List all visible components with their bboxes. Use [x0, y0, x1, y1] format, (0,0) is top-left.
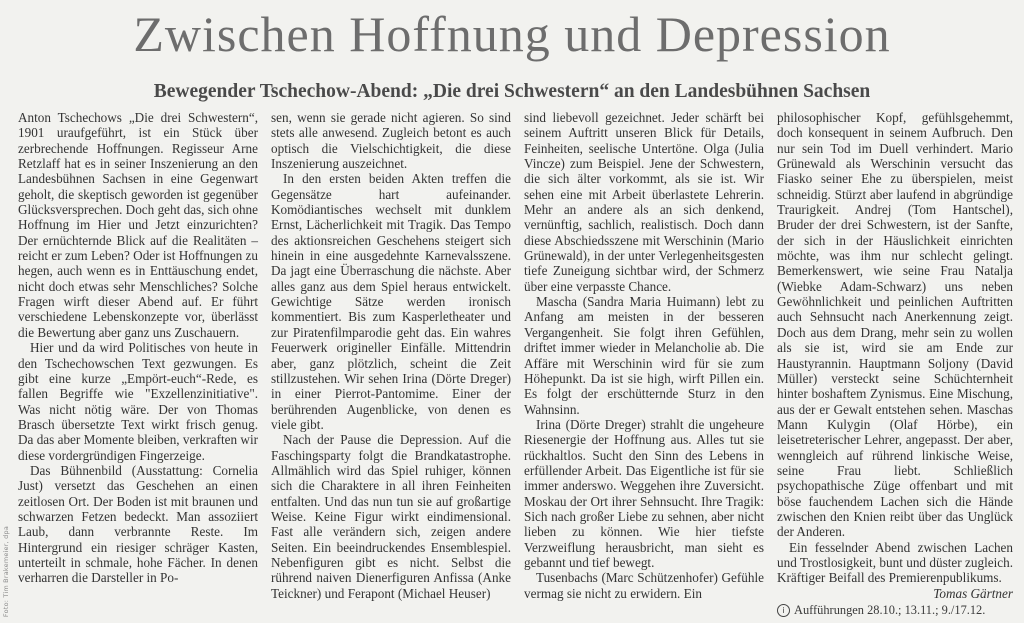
paragraph: In den ersten beiden Akten treffen die Gegensätze hart aufeinander. Komödiantisches wechselt mit dunklem Ernst, Lächerlichkeit mit Tragik. Das Tempo des aktionsreichen Geschehens steigert sich hinein in eine ausgedehnte Karnevalsszene. Da jagt eine Überraschung die nächste. Aber alles ganz aus dem Spiel heraus entwickelt. Gewichtige Sätze werden ironisch kommentiert. Bis zum Kasperletheater und zur Piratenfilmparodie geht das. Ein wahres Feuerwerk origineller Einfälle. Mittendrin aber, ganz plötzlich, scheint die Zeit stillzustehen. Wir sehen Irina (Dörte Dreger) in einer Pierrot-Pantomime. Einer der berührenden Augenblicke, von denen es viele gibt.: [271, 171, 511, 432]
paragraph: Mascha (Sandra Maria Huimann) lebt zu Anfang am meisten in der besseren Vergangenheit. Sie folgt ihren Gefühlen, driftet immer wieder in Melancholie ab. Die Affäre mit Werschinin wird für sie zum Höhepunkt. Da ist sie high, wirft Pillen ein. Es folgt der erschütternde Sturz in den Wahnsinn.: [524, 294, 764, 417]
author-name: Tomas Gärtner: [933, 585, 1013, 601]
paragraph: sind liebevoll gezeichnet. Jeder schärft bei seinem Auftritt unseren Blick für Details, Feinheiten, seelische Untertöne. Olga (Julia Vincze) zum Beispiel. Jene der Schwestern, die sich älter vorkommt, als sie ist. Wir sehen eine mit Arbeit überlastete Lehrerin. Mehr an andere als an sich denkend, vernünftig, sachlich, realistisch. Doch dann diese Abschiedsszene mit Werschinin (Mario Grünewald), in der unter Verlegenheitsgesten tiefe Zuneigung sichtbar wird, der Schmerz über eine verpasste Chance.: [524, 110, 764, 294]
performance-dates: [777, 603, 1013, 618]
paragraph: Nach der Pause die Depression. Auf die Faschingsparty folgt die Brandkatastrophe. Allmählich wird das Spiel ruhiger, können sich die Charaktere in all ihren Feinheiten entfalten. Und das nun tun sie auf großartige Weise. Keine Figur wirkt eindimensional. Fast alle verändern sich, zeigen andere Seiten. Ein beeindruckendes Ensemblespiel. Nebenfiguren gibt es nicht. Selbst die rührend naiven Dienerfiguren Anfissa (Anke Teickner) und Ferapont (Michael Heuser): [271, 432, 511, 601]
photo-credit: Foto: Tim Brakemeier, dpa: [2, 525, 10, 617]
column-1: [18, 110, 258, 586]
paragraph: Hier und da wird Politisches von heute in den Tschechowschen Text gezwungen. Es gibt eine kurze „Empört-euch“-Rede, es fallen Begriffe wie "Exzellenzinitiative". Was nicht nötig wäre. Der von Thomas Brasch übersetzte Text wirkt frisch genug. Da das aber Momente bleiben, verkraften wir diese vordergründigen Fingerzeige.: [18, 340, 258, 463]
info-circle-icon: i: [777, 604, 790, 617]
paragraph: sen, wenn sie gerade nicht agieren. So sind stets alle anwesend. Zugleich betont es auch optisch die Vielschichtigkeit, die diese Inszenierung auszeichnet.: [271, 110, 511, 172]
paragraph: Ein fesselnder Abend zwischen Lachen und Trostlosigkeit, bunt und düster zugleich. Kräftiger Beifall des Premierenpublikums.: [777, 539, 1013, 586]
paragraph: Tusenbachs (Marc Schützenhofer) Gefühle vermag sie nicht zu erwidern. Ein: [524, 570, 764, 601]
performance-dates-text: Aufführungen 28.10.; 13.11.; 9./17.12.: [794, 603, 986, 617]
column-4: [777, 110, 1013, 618]
paragraph: Das Bühnenbild (Ausstattung: Cornelia Just) versetzt das Geschehen an einen zeitlosen Ort. Der Boden ist mit braunen und schwarzen Fetzen bedeckt. Man assoziiert Laub, dann verbrannte Reste. Im Hintergrund ein riesiger schräger Kasten, unterteilt in schmale, hohe Fächer. In denen verharren die Darsteller in Po-: [18, 462, 258, 586]
paragraph: Irina (Dörte Dreger) strahlt die ungeheure Riesenergie der Hoffnung aus. Alles tut sie rückhaltlos. Sucht den Sinn des Lebens in erfüllender Arbeit. Das Eigentliche ist für sie immer anderswo. Weggehen ihre Zuversicht. Moskau der Ort ihrer Sehnsucht. Ihre Tragik: Sich nach großer Liebe zu sehnen, aber nicht lieben zu können. Wie hier tiefste Verzweiflung herausbricht, man sieht es gebannt und tief bewegt.: [524, 416, 764, 570]
paragraph: philosophischer Kopf, gefühlsgehemmt, doch konsequent in seinem Aufbruch. Den nur sein Tod im Duell verhindert. Mario Grünewald als Werschinin versucht das Fiasko seiner Ehe zu überspielen, meist schneidig. Stürzt aber laufend in abgründige Traurigkeit. Andrej (Tom Hantschel), Bruder der drei Schwestern, ist der Sanfte, der sich in der Häuslichkeit einrichten möchte, was ihm nur schlecht gelingt. Bemerkenswert, wie seine Frau Natalja (Wiebke Adam-Schwarz) uns neben Gewöhnlichkeit und peinlichen Auftritten auch Sehnsucht nach Anerkennung zeigt. Doch aus dem Drang, mehr sein zu wollen als sie ist, wird sie am Ende zur Haustyrannin. Hauptmann Soljony (David Müller) versteckt seine Schüchternheit hinter boshaftem Zynismus. Eine Mischung, aus der er Gewalt entstehen sehen. Maschas Mann Kulygin (Olaf Hörbe), ein leisetreterischer Lehrer, angepasst. Der aber, wenngleich auf rührend linkische Weise, seine Frau liebt. Schließlich psychopathische Züge offenbart und mit böse fauchendem Lachen sich die Hände zwischen den Knien reibt über das Unglück der Anderen.: [777, 110, 1013, 540]
column-3: [524, 110, 764, 601]
article-headline: Zwischen Hoffnung und Depression: [133, 6, 891, 62]
paragraph: Anton Tschechows „Die drei Schwestern“, 1901 uraufgeführt, ist ein Stück über zerbrechende Hoffnungen. Regisseur Arne Retzlaff hat es in seiner Inszenierung an den Landesbühnen Sachsen in eine Gegenwart geholt, die skeptisch geworden ist gegenüber Glücksversprechen. Doch geht das, sich ohne Hoffnung im Hier und Jetzt einzurichten? Der ernüchternde Blick auf die Realitäten – reicht er zum Leben? Oder ist Hoffnungen zu hegen, auch wenn es in Enttäuschung endet, nicht doch etwas sehr Menschliches? Solche Fragen wirft dieser Abend auf. Er führt verschiedene Lebenskonzepte vor, überlässt die Bewertung aber ganz uns Zuschauern.: [18, 110, 258, 340]
article-subheadline: Bewegender Tschechow-Abend: „Die drei Schwestern“ an den Landesbühnen Sachsen: [153, 81, 871, 102]
article-body: [18, 110, 1013, 618]
column-2: [271, 110, 511, 601]
author-line: [777, 586, 1013, 601]
